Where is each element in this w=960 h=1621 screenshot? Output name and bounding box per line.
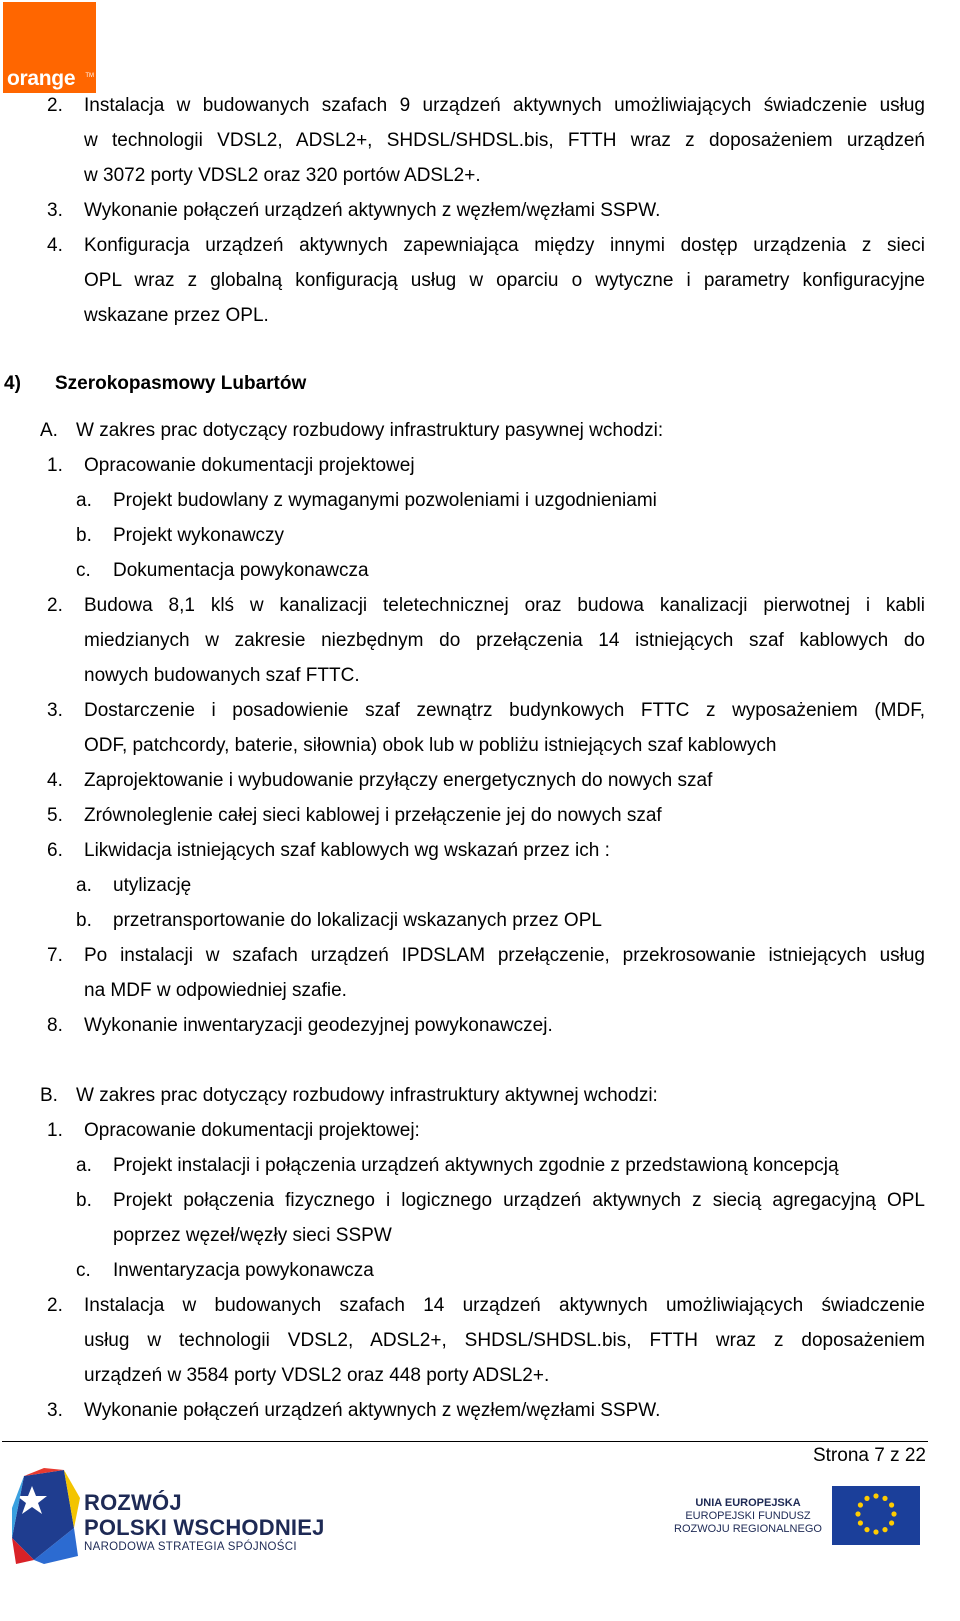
item-text: Instalacja w budowanych szafach 14 urządzeń aktywnych umożliwiających świadczenie [84,1295,925,1316]
sub-item-text: Projekt budowlany z wymaganymi pozwoleniami i uzgodnieniami [113,490,657,511]
item-number: 2. [47,595,63,616]
sub-item-letter: a. [76,1155,92,1176]
sub-list-item [0,483,960,518]
item-number: 6. [47,840,63,861]
list-item-continuation [0,263,960,298]
item-number: 2. [47,1295,63,1316]
sub-list-item [0,1253,960,1288]
item-number: 5. [47,805,63,826]
page-number: Strona 7 z 22 [812,1445,926,1466]
sub-list-item [0,553,960,588]
item-text: Opracowanie dokumentacji projektowej [84,455,415,476]
item-text: na MDF w odpowiedniej szafie. [84,980,347,1001]
sub-item-text: Projekt wykonawczy [113,525,285,546]
section-title: Szerokopasmowy Lubartów [55,373,307,394]
sub-item-text: Inwentaryzacja powykonawcza [113,1260,374,1281]
list-item-continuation [0,623,960,658]
item-text: nowych budowanych szaf FTTC. [84,665,360,686]
document-body [0,88,960,1428]
eu-text-line3: ROZWOJU REGIONALNEGO [674,1523,822,1535]
sub-item-text: Projekt połączenia fizycznego i logicznego urządzeń aktywnych z siecią agregacyjną OPL [113,1190,925,1211]
list-item [0,798,960,833]
item-text: urządzeń w 3584 porty VDSL2 oraz 448 porty ADSL2+. [84,1365,550,1386]
item-text: ODF, patchcordy, baterie, siłownia) obok lub w pobliżu istniejących szaf kablowych [84,735,777,756]
sub-item-letter: c. [76,560,91,581]
item-text: Opracowanie dokumentacji projektowej: [84,1120,420,1141]
rpw-logo-icon [4,1468,84,1564]
item-text: Budowa 8,1 klś w kanalizacji teletechnicznej oraz budowa kanalizacji pierwotnej i kabli [84,595,925,616]
orange-logo-tm: TM [85,73,94,79]
item-number: 2. [47,95,63,116]
sub-item-letter: b. [76,1190,92,1211]
item-text: Konfiguracja urządzeń aktywnych zapewniająca między innymi dostęp urządzenia z sieci [84,235,925,256]
list-item [0,448,960,483]
item-text: Zaprojektowanie i wybudowanie przyłączy energetycznych do nowych szaf [84,770,713,791]
subsection-title: W zakres prac dotyczący rozbudowy infrastruktury aktywnej wchodzi: [76,1085,658,1106]
list-item-continuation [0,973,960,1008]
orange-logo-text: orange [7,67,76,90]
list-item [0,1113,960,1148]
item-number: 8. [47,1015,63,1036]
item-text: Wykonanie połączeń urządzeń aktywnych z węzłem/węzłami SSPW. [84,1400,661,1421]
list-item [0,1393,960,1428]
sub-item-letter: b. [76,910,92,931]
item-text: OPL wraz z globalną konfiguracją usług w oparciu o wytyczne i parametry konfiguracyjne [84,270,925,291]
item-number: 1. [47,1120,63,1141]
item-text: wskazane przez OPL. [84,305,269,326]
list-item-continuation [0,728,960,763]
sub-item-letter: a. [76,490,92,511]
sub-list-item [0,1148,960,1183]
item-text: miedzianych w zakresie niezbędnym do przełączenia 14 istniejących szaf kablowych do [84,630,925,651]
eu-text-line2: EUROPEJSKI FUNDUSZ [685,1510,811,1522]
item-text: Likwidacja istniejących szaf kablowych wg wskazań przez ich : [84,840,610,861]
eu-text-line1: UNIA EUROPEJSKA [695,1497,801,1509]
list-item [0,1288,960,1323]
subsection-heading [0,1078,960,1113]
section-heading [0,366,960,401]
item-text: usług w technologii VDSL2, ADSL2+, SHDSL/SHDSL.bis, FTTH wraz z doposażeniem [84,1330,925,1351]
orange-logo [3,2,96,93]
list-item-continuation [0,1358,960,1393]
subsection-title: W zakres prac dotyczący rozbudowy infrastruktury pasywnej wchodzi: [76,420,664,441]
item-number: 3. [47,1400,63,1421]
sub-list-item [0,1183,960,1218]
sub-list-item-continuation [0,1218,960,1253]
item-text: Po instalacji w szafach urządzeń IPDSLAM przełączenie, przekrosowanie istniejących usług [84,945,925,966]
subsection-letter: A. [40,420,58,441]
section-number: 4) [4,373,21,394]
list-item-continuation [0,1323,960,1358]
item-number: 4. [47,235,63,256]
list-item [0,193,960,228]
rpw-title-line1: ROZWÓJ [84,1490,182,1515]
sub-item-text: Dokumentacja powykonawcza [113,560,369,581]
item-text: Wykonanie połączeń urządzeń aktywnych z węzłem/węzłami SSPW. [84,200,661,221]
list-item-continuation [0,123,960,158]
item-number: 7. [47,945,63,966]
item-text: Zrównoleglenie całej sieci kablowej i przełączenie jej do nowych szaf [84,805,662,826]
eu-flag-icon [832,1486,920,1545]
item-text: Instalacja w budowanych szafach 9 urządzeń aktywnych umożliwiających świadczenie usług [84,95,925,116]
list-item [0,763,960,798]
sub-item-letter: b. [76,525,92,546]
list-item-continuation [0,658,960,693]
sub-item-text: przetransportowanie do lokalizacji wskazanych przez OPL [113,910,602,931]
item-number: 3. [47,700,63,721]
list-item [0,588,960,623]
list-item-continuation [0,158,960,193]
sub-item-text: utylizację [113,875,192,896]
list-item [0,1008,960,1043]
sub-item-text: poprzez węzeł/węzły sieci SSPW [113,1225,392,1246]
sub-list-item [0,868,960,903]
sub-item-letter: c. [76,1260,91,1281]
item-text: Dostarczenie i posadowienie szaf zewnątrz budynkowych FTTC z wyposażeniem (MDF, [84,700,925,721]
sub-list-item [0,903,960,938]
sub-item-text: Projekt instalacji i połączenia urządzeń aktywnych zgodnie z przedstawioną koncepcją [113,1155,839,1176]
item-number: 1. [47,455,63,476]
item-text: Wykonanie inwentaryzacji geodezyjnej powykonawczej. [84,1015,553,1036]
list-item [0,228,960,263]
footer-divider [2,1441,928,1442]
item-number: 3. [47,200,63,221]
subsection-heading [0,413,960,448]
rpw-title-line2: POLSKI WSCHODNIEJ [84,1515,325,1540]
sub-item-letter: a. [76,875,92,896]
list-item [0,88,960,123]
list-item [0,693,960,728]
list-item [0,833,960,868]
item-number: 4. [47,770,63,791]
list-item [0,938,960,973]
item-text: w 3072 porty VDSL2 oraz 320 portów ADSL2+. [84,165,481,186]
subsection-letter: B. [40,1085,58,1106]
sub-list-item [0,518,960,553]
rpw-subtitle: NARODOWA STRATEGIA SPÓJNOŚCI [84,1541,297,1553]
list-item-continuation [0,298,960,333]
item-text: w technologii VDSL2, ADSL2+, SHDSL/SHDSL.bis, FTTH wraz z doposażeniem urządzeń [84,130,925,151]
